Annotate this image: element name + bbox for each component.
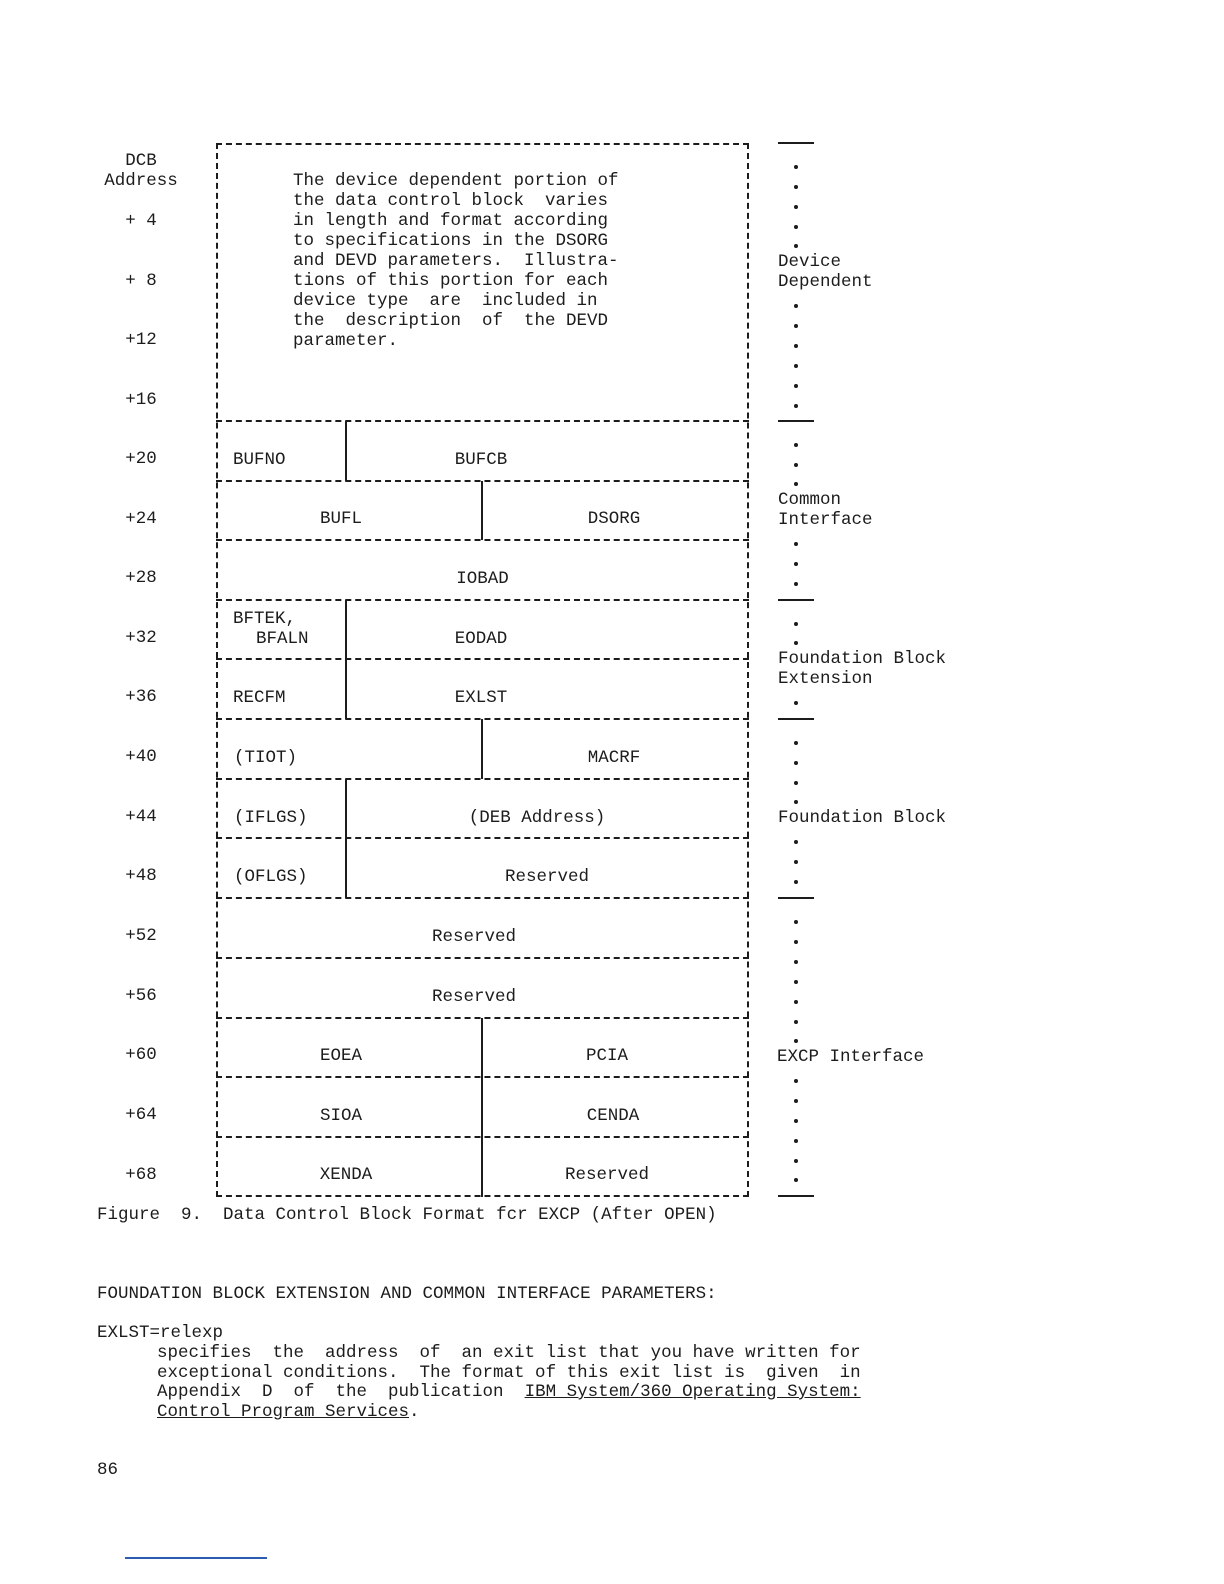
section-label-device: Dependent <box>778 272 873 292</box>
section-dot <box>794 1159 798 1163</box>
field-bfaln: BFALN <box>256 629 309 649</box>
device-text-line: to specifications in the DSORG <box>293 231 609 251</box>
field-eoea: EOEA <box>319 1046 362 1066</box>
section-dot <box>794 1099 798 1103</box>
section-dot <box>794 980 798 984</box>
field-macrf: MACRF <box>587 748 641 768</box>
device-text-line: The device dependent portion of <box>293 171 619 191</box>
field-oflgs: (OFLGS) <box>234 867 308 887</box>
offset-label: +32 <box>125 628 157 648</box>
parameter-description-line <box>157 1382 861 1402</box>
field-recfm: RECFM <box>233 688 286 708</box>
offset-label: +68 <box>125 1165 157 1185</box>
section-dot <box>794 443 798 447</box>
field-reserved: Reserved <box>431 987 516 1007</box>
field-dsorg: DSORG <box>587 509 641 529</box>
offset-label: +40 <box>125 747 157 767</box>
section-dot <box>794 960 798 964</box>
section-dot <box>794 463 798 467</box>
section-dot <box>794 840 798 844</box>
figure-caption: Figure 9. Data Control Block Format fcr EXCP (After OPEN) <box>97 1205 717 1225</box>
section-label-common: Common <box>778 490 842 510</box>
section-dot <box>794 205 798 209</box>
device-text-line: the description of the DEVD <box>293 311 609 331</box>
offset-label: +56 <box>125 986 157 1006</box>
section-dot <box>794 1000 798 1004</box>
section-dot <box>794 562 798 566</box>
section-dot <box>794 582 798 586</box>
section-heading: FOUNDATION BLOCK EXTENSION AND COMMON INTERFACE PARAMETERS: <box>97 1284 717 1304</box>
row-divider <box>216 599 749 601</box>
section-separator <box>778 599 814 601</box>
field-reserved: Reserved <box>431 927 516 947</box>
field-bufl: BUFL <box>319 509 362 529</box>
publication-title: Control Program Services <box>157 1402 410 1422</box>
description-text: Appendix D of the publication <box>157 1382 525 1402</box>
field-bufno: BUFNO <box>233 450 286 470</box>
section-dot <box>794 860 798 864</box>
section-dot <box>794 701 798 705</box>
field-reserved: Reserved <box>564 1165 649 1185</box>
section-separator <box>778 897 814 899</box>
offset-label: +36 <box>125 687 157 707</box>
offset-label: +48 <box>125 866 157 886</box>
section-dot <box>794 324 798 328</box>
device-text-line: in length and format according <box>293 211 609 231</box>
offset-label: +60 <box>125 1045 157 1065</box>
section-dot <box>794 761 798 765</box>
section-label-excp-interface: EXCP Interface <box>777 1047 925 1067</box>
section-dot <box>794 1178 798 1182</box>
device-text-line: parameter. <box>293 331 399 351</box>
address-label: Address <box>104 171 178 191</box>
field-bftek: BFTEK, <box>233 609 297 629</box>
section-dot <box>794 1039 798 1043</box>
section-dot <box>794 304 798 308</box>
section-dot <box>794 940 798 944</box>
offset-label: +16 <box>125 390 157 410</box>
offset-label: +44 <box>125 807 157 827</box>
section-dot <box>794 1020 798 1024</box>
offset-label: +20 <box>125 449 157 469</box>
parameter-description-line: exceptional conditions. The format of this exit list is given in <box>157 1363 861 1383</box>
section-dot <box>794 1139 798 1143</box>
section-label-foundation-extension: Foundation Block <box>778 649 947 669</box>
section-dot <box>794 800 798 804</box>
offset-label: + 4 <box>125 211 157 231</box>
page-number: 86 <box>97 1460 119 1480</box>
offset-label: +12 <box>125 330 157 350</box>
field-pcia: PCIA <box>585 1046 628 1066</box>
row-divider <box>216 957 749 959</box>
description-text: . <box>409 1402 420 1422</box>
section-dot <box>794 880 798 884</box>
section-separator <box>778 420 814 422</box>
footer-rule <box>125 1557 267 1559</box>
row-divider <box>216 658 749 660</box>
field-exlst: EXLST <box>454 688 508 708</box>
section-dot <box>794 384 798 388</box>
device-text-line: tions of this portion for each <box>293 271 609 291</box>
device-text-line: and DEVD parameters. Illustra- <box>293 251 619 271</box>
section-label-device: Device <box>778 252 842 272</box>
field-iflgs: (IFLGS) <box>234 808 308 828</box>
device-text-line: the data control block varies <box>293 191 609 211</box>
offset-label: +24 <box>125 509 157 529</box>
field-xenda: XENDA <box>319 1165 373 1185</box>
section-dot <box>794 404 798 408</box>
field-cenda: CENDA <box>586 1106 640 1126</box>
field-reserved: Reserved <box>504 867 589 887</box>
field-tiot: (TIOT) <box>234 748 298 768</box>
section-dot <box>794 1079 798 1083</box>
section-dot <box>794 622 798 626</box>
publication-title: IBM System/360 Operating System: <box>524 1382 861 1402</box>
parameter-name: EXLST=relexp <box>97 1323 224 1343</box>
section-dot <box>794 1119 798 1123</box>
section-dot <box>794 741 798 745</box>
section-separator <box>778 1195 814 1197</box>
section-separator <box>778 718 814 720</box>
parameter-description-line: specifies the address of an exit list that you have written for <box>157 1343 861 1363</box>
device-text-line: device type are included in <box>293 291 598 311</box>
section-dot <box>794 364 798 368</box>
section-dot <box>794 482 798 486</box>
section-dot <box>794 185 798 189</box>
section-dot <box>794 165 798 169</box>
row-divider <box>216 837 749 839</box>
field-iobad: IOBAD <box>456 569 509 589</box>
section-dot <box>794 920 798 924</box>
section-label-foundation-extension: Extension <box>778 669 873 689</box>
field-sioa: SIOA <box>319 1106 362 1126</box>
offset-label: + 8 <box>125 271 157 291</box>
section-dot <box>794 225 798 229</box>
section-dot <box>794 244 798 248</box>
parameter-description-line <box>157 1402 420 1422</box>
offset-label: +28 <box>125 568 157 588</box>
section-label-foundation-block: Foundation Block <box>778 808 947 828</box>
field-bufcb: BUFCB <box>454 450 508 470</box>
field-deb-address: (DEB Address) <box>468 808 606 828</box>
row-divider <box>216 897 749 899</box>
section-separator <box>778 142 814 144</box>
dcb-label: DCB <box>125 151 157 171</box>
offset-label: +64 <box>125 1105 157 1125</box>
section-dot <box>794 542 798 546</box>
section-dot <box>794 641 798 645</box>
section-label-common: Interface <box>778 510 873 530</box>
offset-label: +52 <box>125 926 157 946</box>
row-divider <box>216 420 749 422</box>
section-dot <box>794 781 798 785</box>
field-eodad: EODAD <box>454 629 508 649</box>
section-dot <box>794 344 798 348</box>
